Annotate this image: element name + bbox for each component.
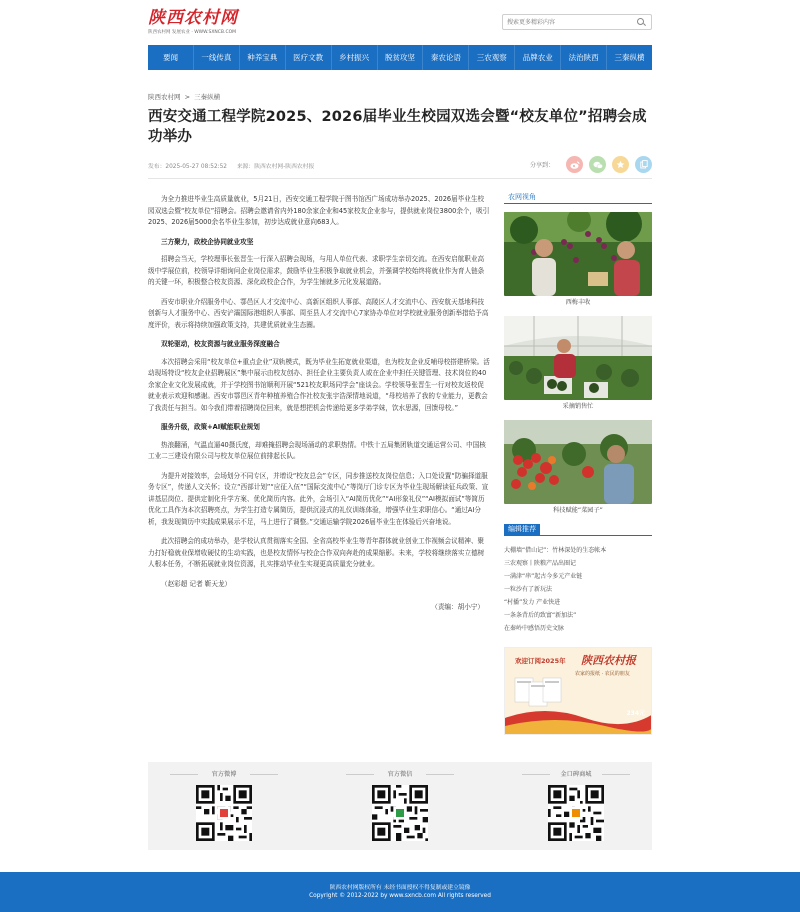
nav-item-yixian[interactable]: 一线传真	[194, 45, 240, 70]
breadcrumb-separator: >	[184, 93, 191, 101]
qr-weibo	[164, 770, 284, 843]
search-icon[interactable]	[633, 15, 649, 29]
recommend-item[interactable]: 三农观察丨陕粮产品出圈记	[504, 560, 577, 567]
article-source: 来源：陕西农村网-陕西农村报	[236, 164, 315, 170]
nav-item-yiliao[interactable]: 医疗文教	[286, 45, 332, 70]
article-editor: （责编：胡小宁）	[431, 603, 484, 611]
photo-caption[interactable]: 科技赋能“菜园子”	[553, 507, 603, 514]
photo-caption[interactable]: 西梅丰收	[565, 299, 591, 306]
sidebar-rec-heading-label: 编辑推荐	[504, 524, 540, 535]
article-body	[148, 194, 490, 622]
nav-item-tuopin[interactable]: 脱贫攻坚	[378, 45, 424, 70]
breadcrumb	[148, 92, 222, 101]
sidebar-photo-heading	[504, 192, 652, 204]
article-title: 西安交通工程学院2025、2026届毕业生校园双选会暨“校友单位”招聘会成功举办	[148, 109, 647, 145]
search-box	[502, 14, 652, 30]
recommend-item[interactable]: 一满津“串”起古今多元产业链	[504, 573, 583, 580]
recommend-list	[504, 544, 652, 635]
footer-copyright-en: Copyright © 2012-2022 by www.sxncb.com All rights reserved	[309, 893, 491, 899]
recommend-item[interactable]: 一条条背后的致富“新加法”	[504, 612, 577, 619]
nav-item-qinnong[interactable]: 秦农论语	[423, 45, 469, 70]
main-nav	[148, 45, 652, 70]
article-paragraph: 招聘会当天，学校理事长张晋生一行深入招聘会现场，与用人单位代表、求职学生亲切交流。在西安启航职业高级中学展位前，校领导详细询问企业岗位需求，鼓励毕业生积极争取就业机会，并强调学校始终将就业作为育人链条的关键一环，积极整合校友资源、深化政校企合作，为学生铺就多元化发展道路。	[148, 255, 485, 286]
article-subheading: 双轮驱动，校友资源与就业服务深度融合	[161, 340, 280, 348]
recommend-item[interactable]: 在秦岭中感悟历史文脉	[504, 625, 565, 632]
share-bar	[530, 156, 652, 173]
breadcrumb-home[interactable]: 陕西农村网	[148, 93, 181, 101]
qr-wechat	[340, 770, 460, 843]
share-label: 分享到：	[530, 162, 555, 169]
qr-mall	[516, 770, 636, 843]
sidebar	[504, 192, 652, 735]
qr-title: 官方微博	[164, 770, 284, 779]
breadcrumb-section[interactable]: 三秦纵横	[194, 93, 221, 101]
site-footer	[0, 872, 800, 912]
article-paragraph: 本次招聘会采用“校友单位+重点企业”双轨模式，既为毕业生拓宽就业渠道，也为校友企业反哺母校搭建桥梁。活动现场特设“校友企业招聘展区”集中展示由校友创办、担任企业主要负责人或在企业中担任关键管理、技术岗位的40余家企业文化发展成就，并于学校图书馆顺利开展“521校友职场同学会”座谈会。学校领导张晋生一行对校友返校促就业表示欢迎和感谢。西安市鄠邑区青年种植养殖合作社校友张宇浩深情地说道，“母校培养了我的专业能力，更教会了我责任与担当。如今我们带着招聘岗位回来，就是想把机会传递给更多学弟学妹，饮水思源，回馈母校。”	[148, 357, 490, 412]
search-input[interactable]	[503, 15, 633, 29]
orchard-photo[interactable]	[504, 212, 652, 296]
tomato-photo[interactable]	[504, 420, 652, 504]
nav-item-fazhi[interactable]: 法治陕西	[561, 45, 607, 70]
qr-title: 官方微信	[340, 770, 460, 779]
article-paragraph: 此次招聘会的成功举办，是学校认真贯彻落实全国、全省高校毕业生等青年群体就业创业工作视频会议精神、聚力打好稳就业保增收硬仗的生动实践，也是校友情怀与校企合作双向奔赴的成果缩影。未来，学校将继续落实立德树人根本任务，不断拓展就业岗位资源，扎实推动毕业生实现更高质量充分就业。	[148, 537, 485, 568]
nav-item-pinpai[interactable]: 品牌农业	[515, 45, 561, 70]
article-paragraph: 西安市职业介绍服务中心、鄠邑区人才交流中心、高新区组织人事部、高陵区人才交流中心、西安航天基地科技创新与人才服务中心、西安浐灞国际港组织人事部、周至县人才交流中心7家协办单位对学校就业服务创新举措给予高度评价，表示将持续加强政策支持，共建优质就业生态圈。	[148, 297, 489, 329]
nav-item-zhongyang[interactable]: 种养宝典	[240, 45, 286, 70]
nav-item-xiangcun[interactable]: 乡村振兴	[332, 45, 378, 70]
photo-caption[interactable]: 采摘销售忙	[562, 403, 594, 410]
qzone-share-icon[interactable]	[612, 156, 629, 173]
article-subheading: 三方聚力，政校企协同就业攻坚	[161, 237, 254, 246]
recommend-item[interactable]: “村播”发力 产业快进	[504, 599, 561, 606]
article-paragraph: 为提升对接效率，会场划分不同专区，并增设“校友总会”专区，同步推送校友岗位信息；入口处设置“防骗择道服务专区”，传递人文关怀；设立“西部计划”“应征入伍”“国际交流中心”等岗厅门诊专区为毕业生现场解读征兵政策、宣讲基层岗位、提供定制化升学方案、优化简历内容。此外，会场引入“AI简历优化”“AI形象礼仪”“AI模拟面试”等简历优化工具作为本次招聘亮点，为学生打造专属简历，提供沉浸式的礼仪训练体验，增强毕业生求职信心。“通过AI分析，我发现简历中实践成果展示不足，马上进行了调整。”交通运输学院2026届毕业生在体验后兴奋地说。	[148, 471, 489, 526]
site-header	[148, 8, 652, 42]
ad-paper-name: 陕西农村报	[581, 654, 636, 667]
subscription-ad-banner[interactable]	[504, 647, 652, 735]
article-paragraph: 为全力推进毕业生高质量就业，5月21日，西安交通工程学院于图书馆西广场成功举办2025、2026届毕业生校园双选会暨“校友单位”招聘会。招聘会邀请省内外180余家企业和45家校友企业参与，提供就业岗位3800余个，吸引2025、2026届5000余名毕业生参加，初步达成就业意向683人。	[148, 195, 490, 226]
nav-item-sanqin[interactable]: 三秦纵横	[614, 53, 645, 62]
wechat-share-icon[interactable]	[589, 156, 606, 173]
nav-item-sannong[interactable]: 三农观察	[469, 45, 515, 70]
nav-item-yaowen[interactable]: 要闻	[148, 45, 194, 70]
qr-code-section	[148, 762, 652, 850]
article-subheading: 服务升级，政策+AI赋能职业规划	[161, 423, 260, 431]
weibo-share-icon[interactable]	[566, 156, 583, 173]
wechat-qr-code	[372, 785, 428, 841]
ad-tagline: 农家的报纸 · 农民的朋友	[575, 671, 630, 677]
ad-price: 234元	[626, 710, 645, 717]
ad-slogan: 欢迎订阅2025年	[515, 657, 566, 665]
site-logo[interactable]	[148, 8, 238, 40]
article-paragraph: 热浪翻涌，气温直逼40摄氏度，却难掩招聘会现场涌动的求职热情。中铁十五局集团轨道交通运营公司、中国核工业二三建设有限公司与校友单位展位前排起长队。	[148, 440, 486, 460]
logo-text: 陕西农村网	[148, 8, 238, 28]
greenhouse-photo[interactable]	[504, 316, 652, 400]
footer-copyright-cn: 陕西农村网版权所有 未经书面授权不得复制或建立镜像	[329, 885, 471, 891]
weibo-qr-code	[196, 785, 252, 841]
article-meta	[148, 161, 322, 170]
recommend-item[interactable]: 一粒沙有了新玩法	[504, 586, 553, 593]
article-date: 发布：2025-05-27 08:52:52	[148, 164, 227, 170]
qr-title: 金口碑商城	[516, 770, 636, 779]
copy-link-icon[interactable]	[635, 156, 652, 173]
article-author: （赵彩超 记者 靳天龙）	[161, 579, 232, 588]
title-divider	[148, 178, 652, 179]
mall-qr-code	[548, 785, 604, 841]
sidebar-photo-heading-label: 农网视角	[508, 193, 536, 201]
logo-subtitle: 陕西农村网 发展农业 · WWW.SXNCB.COM	[148, 30, 237, 35]
recommend-item[interactable]: 大棚墙“借山记”：竹林深处的生态帐本	[504, 547, 607, 554]
sidebar-rec-heading	[504, 524, 652, 536]
